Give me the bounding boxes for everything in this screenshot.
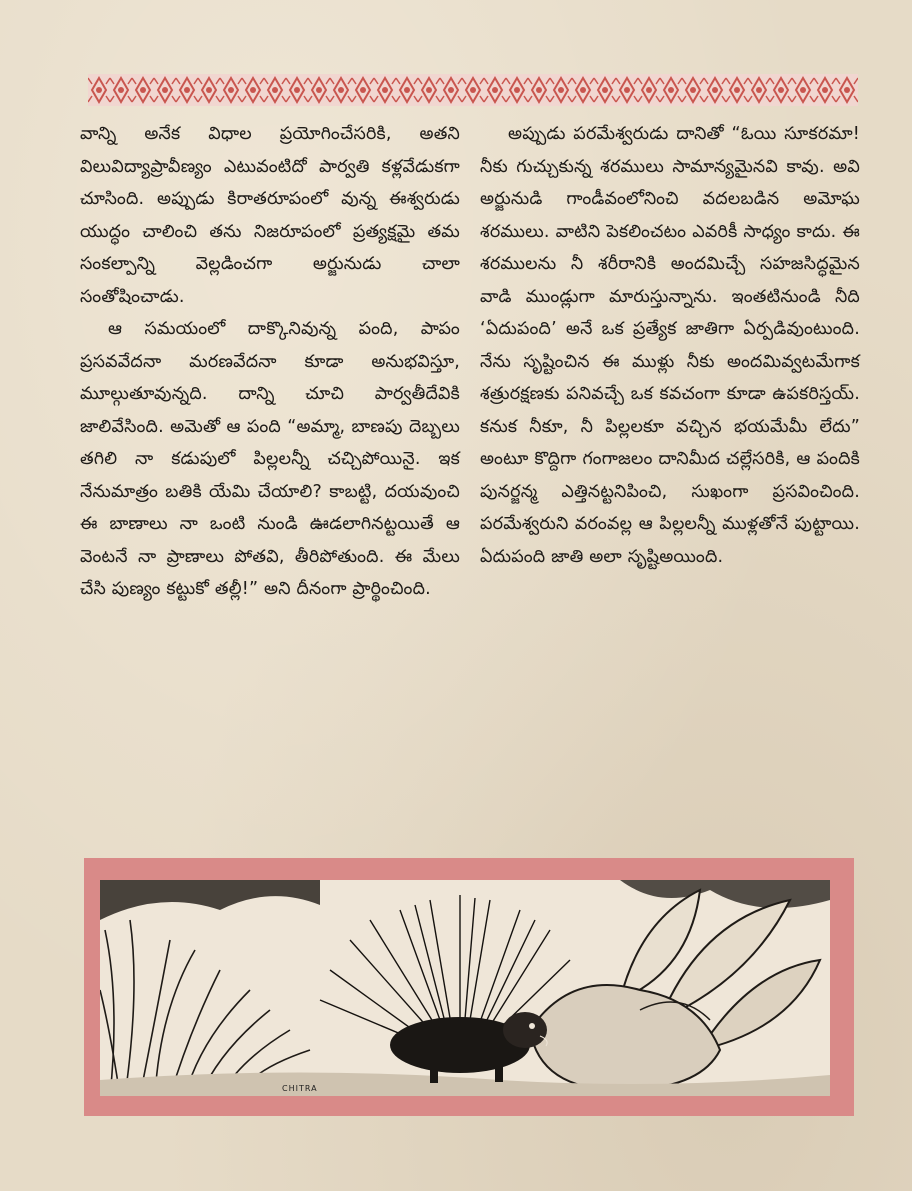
ornament-pattern [88,74,858,106]
paragraph: ఆ సమయంలో దాక్కొనివున్న పంది, పాపం ప్రసవవేదనా మరణవేదనా కూడా అనుభవిస్తూ, మూల్గుతూవున్నది. దాన్ని చూచి పార్వతీదేవికి జాలివేసింది. అమెతో ఆ పంది “అమ్మా, బాణపు దెబ్బలు తగిలి నా కడుపులో పిల్లలన్నీ చచ్చిపోయినై. ఇక నేనుమాత్రం బతికి యేమి చేయాలి? కాబట్టి, దయవుంచి ఈ బాణాలు నా ఒంటి నుండి ఊడలాగినట్టయితే ఆ వెంటనే నా ప్రాణాలు పోతవి, తీరిపోతుంది. ఈ మేలు చేసి పుణ్యం కట్టుకో తల్లీ!” అని దీనంగా ప్రార్థించింది. [80,319,460,599]
porcupine-illustration [100,880,830,1096]
left-column [80,118,460,606]
artist-signature: CHITRA [282,1084,318,1093]
right-column [480,118,860,573]
article-columns [80,118,870,838]
paragraph: వాన్ని అనేక విధాల ప్రయోగించేసరికి, అతని విలువిద్యాప్రావీణ్యం ఎటువంటిదో పార్వతి కళ్లవేడుకగా చూసింది. అప్పుడు కిరాతరూపంలో వున్న ఈశ్వరుడు యుద్ధం చాలించి తను నిజరూపంలో ప్రత్యక్షమై తమ సంకల్పాన్ని వెల్లడించగా అర్జునుడు చాలా సంతోషించాడు. [80,124,460,307]
paragraph: అప్పుడు పరమేశ్వరుడు దానితో “ఓయి సూకరమా! నీకు గుచ్చుకున్న శరములు సామాన్యమైనవి కావు. అవి అర్జునుడి గాండీవంలోనించి వదలబడిన అమోఘ శరములు. వాటిని పెకలించటం ఎవరికీ సాధ్యం కాదు. ఈ శరములను నీ శరీరానికి అందమిచ్చే సహజసిద్ధమైన వాడి ముండ్లుగా మారుస్తున్నాను. ఇంతటినుండి నీది ‘ఏదుపంది’ అనే ఒక ప్రత్యేక జాతిగా ఏర్పడివుంటుంది. నేను సృష్టించిన ఈ ముళ్లు నీకు అందమివ్వటమేగాక శత్రురక్షణకు పనివచ్చే ఒక కవచంగా కూడా ఉపకరిస్తయ్. కనుక నీకూ, నీ పిల్లలకూ వచ్చిన భయమేమీ లేదు” అంటూ కొద్దిగా గంగాజలం దానిమీద చల్లేసరికి, ఆ పందికి పునర్జన్మ ఎత్తినట్టనిపించి, సుఖంగా ప్రసవించింది. పరమేశ్వరుని వరంవల్ల ఆ పిల్లలన్నీ ముళ్లతోనే పుట్టాయి. ఏదుపంది జాతి అలా సృష్టిఅయింది. [480,124,860,567]
decorative-border-band [88,74,858,106]
